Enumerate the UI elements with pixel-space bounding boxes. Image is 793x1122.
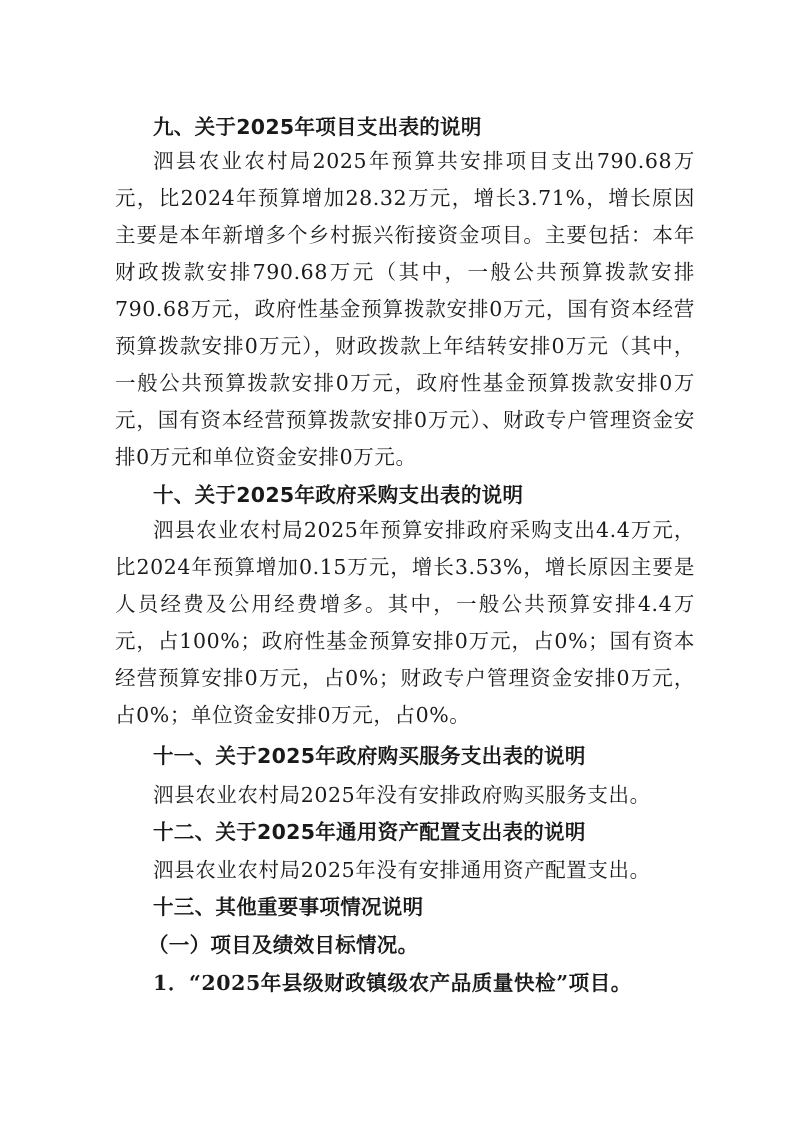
section-11-heading: 十一、关于2025年政府购买服务支出表的说明 (153, 744, 586, 768)
section-10-heading: 十、关于2025年政府采购支出表的说明 (153, 483, 524, 507)
section-10-body: 泗县农业农村局2025年预算安排政府采购支出4.4万元，比2024年预算增加0.15万元，增长3.53%，增长原因主要是人员经费及公用经费增多。其中，一般公共预算安排4.4万元，占100%；政府性基金预算安排0万元，占0%；国有资本经营预算安排0万元，占0%；财政专户管理资金安排0万元，占0%；单位资金安排0万元，占0%。 (115, 518, 695, 727)
section-13-heading: 十三、其他重要事项情况说明 (153, 895, 424, 919)
section-11-body: 泗县农业农村局2025年没有安排政府购买服务支出。 (153, 783, 651, 807)
section-9-body: 泗县农业农村局2025年预算共安排项目支出790.68万元，比2024年预算增加28.32万元，增长3.71%，增长原因主要是本年新增多个乡村振兴衔接资金项目。主要包括：本年财政拨款安排790.68万元（其中，一般公共预算拨款安排790.68万元，政府性基金预算拨款安排0万元，国有资本经营预算拨款安排0万元），财政拨款上年结转安排0万元（其中，一般公共预算拨款安排0万元，政府性基金预算拨款安排0万元，国有资本经营预算拨款安排0万元）、财政专户管理资金安排0万元和单位资金安排0万元。 (115, 149, 695, 469)
section-9-heading: 九、关于2025年项目支出表的说明 (153, 115, 482, 139)
section-12-heading: 十二、关于2025年通用资产配置支出表的说明 (153, 820, 586, 844)
section-12-body: 泗县农业农村局2025年没有安排通用资产配置支出。 (153, 858, 651, 882)
section-13-subheading: （一）项目及绩效目标情况。 (148, 933, 419, 957)
section-13-item-1: 1．“2025年县级财政镇级农产品质量快检”项目。 (153, 971, 632, 995)
